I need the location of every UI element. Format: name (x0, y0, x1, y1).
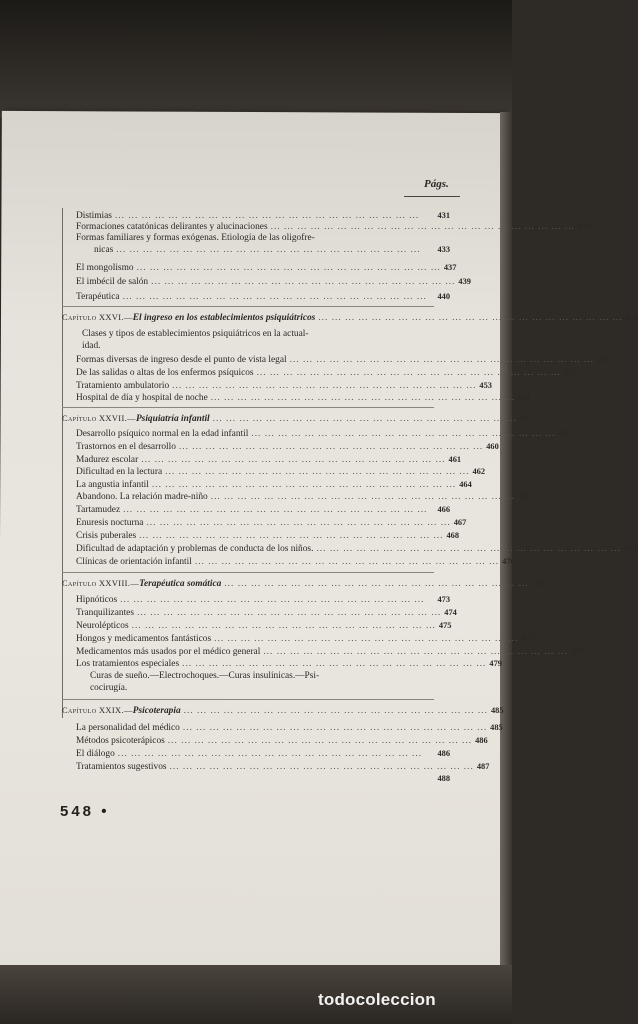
chapter-heading: Capítulo XXVIII.—Terapéutica somática ... ... ... ... ... ... ... ... ... ... ... ... ... ... ... ... ... ... ... ... ... ... ... 473 (62, 579, 545, 589)
section-divider (62, 407, 434, 408)
toc-entry-line: Curas de sueño.—Electrochoques.—Curas insulínicas.—Psi- (90, 671, 320, 681)
toc-entry: Formas diversas de ingreso desde el punto de vista legal ... ... ... ... ... ... ... ... ... ... ... ... ... ... ... ... ... ... ... ... ... ... ... 445 (76, 355, 610, 365)
toc-entry-line: Clases y tipos de establecimientos psiquiátricos en la actual- (82, 329, 309, 339)
toc-entry: Desarrollo psíquico normal en la edad infantil ... ... ... ... ... ... ... ... ... ... ... ... ... ... ... ... ... ... ... ... ... ... ... 457 (76, 429, 572, 439)
toc-entry: Formaciones catatónicas delirantes y alucinaciones ... ... ... ... ... ... ... ... ... ... ... ... ... ... ... ... ... ... ... ... ... ... ... 432 (76, 222, 591, 232)
toc-entry: Crisis puberales ... ... ... ... ... ... ... ... ... ... ... ... ... ... ... ... ... ... ... ... ... ... ... 468 (76, 531, 459, 541)
toc-entry: Neurolépticos ... ... ... ... ... ... ... ... ... ... ... ... ... ... ... ... ... ... ... ... ... ... ... 475 (76, 621, 452, 631)
toc-entry: La angustia infantil ... ... ... ... ... ... ... ... ... ... ... ... ... ... ... ... ... ... ... ... ... ... ... 464 (76, 480, 472, 490)
chapter-heading: Capítulo XXVI.—El ingreso en los establecimientos psiquiátricos ... ... ... ... ... ... ... ... ... ... ... ... ... ... ... ... ... ... ... ... ... ... ... 443 (62, 313, 638, 323)
section-divider (62, 699, 434, 700)
toc-entry: Madurez escolar ... ... ... ... ... ... ... ... ... ... ... ... ... ... ... ... ... ... ... ... ... ... ... 461 (76, 455, 462, 465)
toc-entry: Hipnóticos ... ... ... ... ... ... ... ... ... ... ... ... ... ... ... ... ... ... ... ... ... ... ... 473 (76, 595, 450, 605)
section-divider (62, 572, 434, 573)
chapter-heading: Capítulo XXIX.—Psicoterapia ... ... ... ... ... ... ... ... ... ... ... ... ... ... ... ... ... ... ... ... ... ... ... 485 (62, 706, 504, 716)
toc-entry: De las salidas o altas de los enfermos psíquicos ... ... ... ... ... ... ... ... ... ... ... ... ... ... ... ... ... ... ... ... ... ... ... 451 (76, 368, 577, 378)
toc-entry: Tranquilizantes ... ... ... ... ... ... ... ... ... ... ... ... ... ... ... ... ... ... ... ... ... ... ... 474 (76, 608, 457, 618)
toc-entry-line: idad. (82, 341, 101, 351)
chapter-heading: Capítulo XXVII.—Psiquiatría infantil ... ... ... ... ... ... ... ... ... ... ... ... ... ... ... ... ... ... ... ... ... ... ... 457 (62, 414, 533, 424)
folio-page-number: 548 • (60, 803, 110, 820)
toc-entry: Tratamiento ambulatorio ... ... ... ... ... ... ... ... ... ... ... ... ... ... ... ... ... ... ... ... ... ... ... 453 (76, 381, 492, 391)
toc-entry: Distimias ... ... ... ... ... ... ... ... ... ... ... ... ... ... ... ... ... ... ... ... ... ... ... 431 (76, 211, 450, 221)
toc-entry: Clínicas de orientación infantil ... ... ... ... ... ... ... ... ... ... ... ... ... ... ... ... ... ... ... ... ... ... ... 470 (76, 557, 515, 567)
toc-entry: El mongolismo ... ... ... ... ... ... ... ... ... ... ... ... ... ... ... ... ... ... ... ... ... ... ... 437 (76, 263, 457, 273)
toc-entry-line: cocirugía. (90, 683, 128, 693)
toc-entry: Trastornos en el desarrollo ... ... ... ... ... ... ... ... ... ... ... ... ... ... ... ... ... ... ... ... ... ... ... 460 (76, 442, 499, 452)
toc-entry: Abandono. La relación madre-niño ... ... ... ... ... ... ... ... ... ... ... ... ... ... ... ... ... ... ... ... ... ... ... 465 (76, 492, 531, 502)
toc-entry: La personalidad del médico ... ... ... ... ... ... ... ... ... ... ... ... ... ... ... ... ... ... ... ... ... ... ... 485 (76, 723, 503, 733)
toc-entry: Los tratamientos especiales ... ... ... ... ... ... ... ... ... ... ... ... ... ... ... ... ... ... ... ... ... ... ... 479 (76, 659, 502, 669)
toc-entry-line: Formas familiares y formas exógenas. Etiología de las oligofre- (76, 233, 315, 243)
pages-column-header: Págs. (424, 178, 449, 190)
toc-page-number: 488 (437, 774, 450, 783)
header-rule (404, 196, 460, 197)
toc-entry: Enuresis nocturna ... ... ... ... ... ... ... ... ... ... ... ... ... ... ... ... ... ... ... ... ... ... ... 467 (76, 518, 467, 528)
toc-entry: Tratamientos sugestivos ... ... ... ... ... ... ... ... ... ... ... ... ... ... ... ... ... ... ... ... ... ... ... 487 (76, 762, 490, 772)
watermark-logo: todocoleccion (318, 990, 436, 1009)
toc-entry: El diálogo ... ... ... ... ... ... ... ... ... ... ... ... ... ... ... ... ... ... ... ... ... ... ... 486 (76, 749, 450, 759)
toc-entry: Dificultad en la lectura ... ... ... ... ... ... ... ... ... ... ... ... ... ... ... ... ... ... ... ... ... ... ... 462 (76, 467, 485, 477)
toc-entry: Terapéutica ... ... ... ... ... ... ... ... ... ... ... ... ... ... ... ... ... ... ... ... ... ... ... 440 (76, 292, 450, 302)
toc-entry: Métodos psicoterápicos ... ... ... ... ... ... ... ... ... ... ... ... ... ... ... ... ... ... ... ... ... ... ... 486 (76, 736, 488, 746)
toc-entry: nicas ... ... ... ... ... ... ... ... ... ... ... ... ... ... ... ... ... ... ... ... ... ... ... 433 (94, 245, 450, 255)
toc-entry: Hospital de día y hospital de noche ... ... ... ... ... ... ... ... ... ... ... ... ... ... ... ... ... ... ... ... ... ... ... 453 (76, 393, 531, 403)
toc-entry: Tartamudez ... ... ... ... ... ... ... ... ... ... ... ... ... ... ... ... ... ... ... ... ... ... ... 466 (76, 505, 450, 515)
toc-entry: Dificultad de adaptación y problemas de conducta de los niños. ... ... ... ... ... ... ... ... ... ... ... ... ... ... ... ... ... ... ... ... ... ... ... 469 (76, 544, 637, 554)
toc-entry: El imbécil de salón ... ... ... ... ... ... ... ... ... ... ... ... ... ... ... ... ... ... ... ... ... ... ... 439 (76, 277, 471, 287)
toc-entry: Hongos y medicamentos fantásticos ... ... ... ... ... ... ... ... ... ... ... ... ... ... ... ... ... ... ... ... ... ... ... 477 (76, 634, 534, 644)
section-divider (62, 306, 434, 307)
toc-entry: Medicamentos más usados por el médico general ... ... ... ... ... ... ... ... ... ... ... ... ... ... ... ... ... ... ... ... ... ... ... 479 (76, 647, 584, 657)
